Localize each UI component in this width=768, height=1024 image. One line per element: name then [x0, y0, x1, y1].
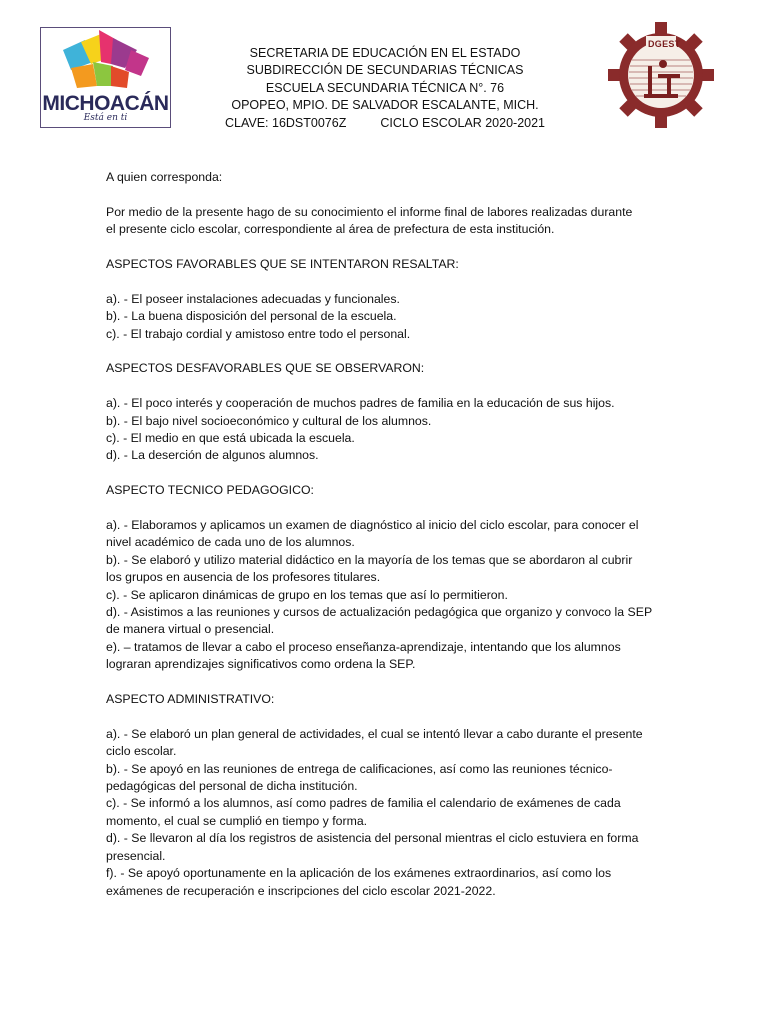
paragraph-line: ciclo escolar. [106, 744, 177, 759]
paragraph-line: a). - Se elaboró un plan general de actividades, el cual se intentó llevar a cabo durante el presente [106, 726, 643, 741]
header-line-1: SECRETARIA DE EDUCACIÓN EN EL ESTADO [249, 46, 521, 60]
document-body [106, 169, 666, 900]
michoacan-logo [40, 27, 171, 128]
list-item: a). - El poseer instalaciones adecuadas y funcionales. [106, 291, 400, 306]
header-line-2: SUBDIRECCIÓN DE SECUNDARIAS TÉCNICAS [246, 63, 524, 78]
paragraph-line: d). - Asistimos a las reuniones y cursos de actualización pedagógica que organizo y convoco la SEP [106, 605, 653, 620]
tecnico-heading: ASPECTO TECNICO PEDAGOGICO: [106, 483, 314, 498]
intro-line: el presente ciclo escolar, correspondiente al área de prefectura de esta institución. [106, 222, 555, 237]
header-line-4: OPOPEO, MPIO. DE SALVADOR ESCALANTE, MICH. [231, 98, 539, 113]
gear-emblem-icon [608, 22, 714, 128]
header-clave-line [200, 115, 570, 132]
favorables-heading: ASPECTOS FAVORABLES QUE SE INTENTARON RESALTAR: [106, 257, 459, 271]
michoacan-logo-word: MICHOACÁN [42, 92, 169, 115]
greeting: A quien corresponda: [106, 170, 223, 184]
paragraph-line: b). - Se elaboró y utilizo material didáctico en la mayoría de los temas que se abordaron al cubrir [106, 552, 633, 567]
paragraph-line: presencial. [106, 848, 166, 863]
header-ciclo: CICLO ESCOLAR 2020-2021 [380, 115, 546, 130]
list-item: b). - El bajo nivel socioeconómico y cultural de los alumnos. [106, 413, 432, 428]
header-clave: CLAVE: 16DST0076Z [224, 115, 347, 130]
michoacan-logo-tagline: Está en ti [83, 113, 128, 123]
paragraph-line: de manera virtual o presencial. [106, 622, 275, 637]
paragraph-line: c). - Se aplicaron dinámicas de grupo en los temas que así lo permitieron. [106, 587, 508, 602]
paragraph-line: pedagógicas del personal de dicha institución. [106, 779, 358, 794]
paragraph-line: exámenes de recuperación e inscripciones del ciclo escolar 2021-2022. [106, 883, 496, 898]
paragraph-line: d). - Se llevaron al día los registros de asistencia del personal mientras el ciclo estuviera en forma [106, 831, 639, 846]
paragraph-line: a). - Elaboramos y aplicamos un examen de diagnóstico al inicio del ciclo escolar, para conocer el [106, 518, 639, 533]
desfavorables-heading: ASPECTOS DESFAVORABLES QUE SE OBSERVARON: [106, 361, 425, 376]
paragraph-line: momento, el cual se cumplió en tiempo y forma. [106, 813, 368, 828]
dgest-logo [608, 22, 714, 128]
document-header [200, 45, 570, 132]
intro-line: Por medio de la presente hago de su conocimiento el informe final de labores realizadas durante [106, 204, 633, 219]
paragraph-line: b). - Se apoyó en las reuniones de entrega de calificaciones, así como las reuniones técnico- [106, 761, 613, 776]
list-item: b). - La buena disposición del personal de la escuela. [106, 309, 397, 324]
list-item: a). - El poco interés y cooperación de muchos padres de familia en la educación de sus hijos. [106, 396, 615, 411]
paragraph-line: los grupos en ausencia de los profesores titulares. [106, 570, 381, 585]
header-line-3: ESCUELA SECUNDARIA TÉCNICA N°. 76 [265, 80, 505, 95]
list-item: c). - El medio en que está ubicada la escuela. [106, 431, 355, 446]
paragraph-line: e). – tratamos de llevar a cabo el proceso enseñanza-aprendizaje, intentando que los alumnos [106, 639, 621, 654]
dgest-logo-label: DGEST [648, 39, 681, 49]
paragraph-line: lograran aprendizajes significativos como ordena la SEP. [106, 657, 416, 672]
paragraph-line: nivel académico de cada uno de los alumnos. [106, 535, 355, 550]
paragraph-line: c). - Se informó a los alumnos, así como padres de familia el calendario de exámenes de cada [106, 796, 621, 811]
list-item: c). - El trabajo cordial y amistoso entre todo el personal. [106, 326, 411, 341]
administrativo-heading: ASPECTO ADMINISTRATIVO: [106, 692, 275, 707]
paragraph-line: f). - Se apoyó oportunamente en la aplicación de los exámenes extraordinarios, así como los [106, 866, 612, 881]
list-item: d). - La deserción de algunos alumnos. [106, 448, 319, 463]
